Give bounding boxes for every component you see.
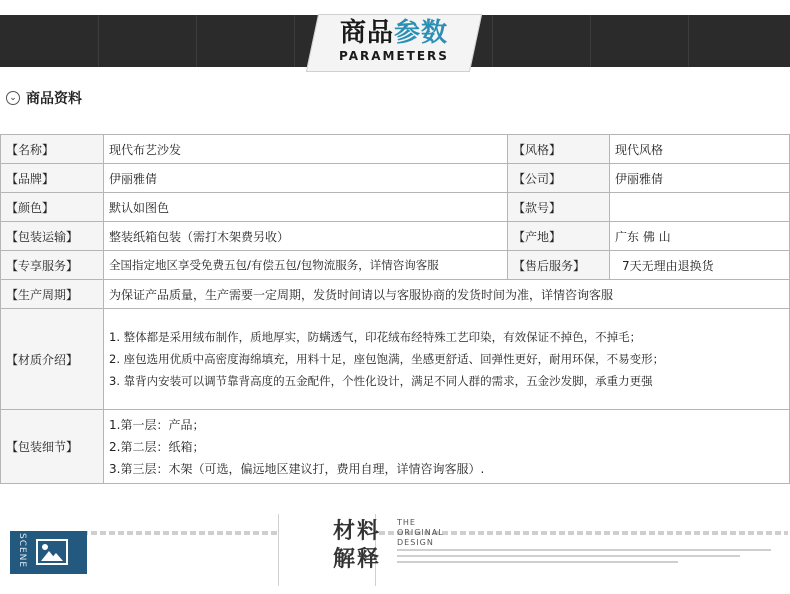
material-description: [104, 309, 790, 410]
param-key: 【颜色】: [1, 193, 104, 222]
table-row: [1, 251, 790, 280]
param-key: 【公司】: [508, 164, 610, 193]
scene-label: SCENE: [17, 533, 27, 569]
table-row: [1, 222, 790, 251]
param-key: 【品牌】: [1, 164, 104, 193]
param-key: 【包装运输】: [1, 222, 104, 251]
param-key: 【包装细节】: [1, 410, 104, 484]
param-key: 【售后服务】: [508, 251, 610, 280]
param-value: 广东 佛 山: [610, 222, 790, 251]
section-heading: [6, 86, 82, 110]
param-key: 【专享服务】: [1, 251, 104, 280]
param-value: 伊丽雅倩: [104, 164, 508, 193]
material-line: 3. 靠背内安装可以调节靠背高度的五金配件，个性化设计，满足不同人群的需求，五金沙发脚，承重力更强: [109, 374, 653, 388]
table-row: [1, 410, 790, 484]
table-row: [1, 135, 790, 164]
param-key: 【产地】: [508, 222, 610, 251]
chevron-down-circle-icon: ⌄: [6, 91, 20, 105]
param-value: 默认如图色: [104, 193, 508, 222]
param-key: 【名称】: [1, 135, 104, 164]
banner-heading: [312, 16, 476, 72]
param-value: 7天无理由退换货: [610, 251, 790, 280]
packing-details: [104, 410, 790, 484]
param-key: 【风格】: [508, 135, 610, 164]
param-key: 【生产周期】: [1, 280, 104, 309]
param-value: [610, 193, 790, 222]
banner-title: 商品参数: [339, 18, 449, 48]
original-design-label: THE ORIGINAL DESIGN: [397, 518, 444, 547]
packing-line: 2.第二层：纸箱；: [109, 439, 205, 454]
packing-line: 1.第一层：产品；: [109, 417, 205, 432]
table-row: [1, 164, 790, 193]
section-title: 商品资料: [26, 91, 82, 107]
param-value: 伊丽雅倩: [610, 164, 790, 193]
table-row: [1, 193, 790, 222]
fine-print-decoration: [397, 549, 787, 573]
param-value: 现代布艺沙发: [104, 135, 508, 164]
material-title: 材料 解释: [333, 519, 382, 572]
param-value: 整装纸箱包装（需打木架费另收）: [104, 222, 508, 251]
material-line: 2. 座包选用优质中高密度海绵填充，用料十足，座包饱满，坐感更舒适、回弹性更好，耐用环保，不易变形；: [109, 352, 665, 366]
packing-line: 3.第三层：木架（可选，偏远地区建议打，费用自理，详情咨询客服）.: [109, 461, 485, 476]
param-key: 【款号】: [508, 193, 610, 222]
banner-subtitle: PARAMETERS: [339, 49, 449, 63]
table-row: [1, 280, 790, 309]
image-icon: [36, 539, 68, 565]
param-value: 现代风格: [610, 135, 790, 164]
param-value: 为保证产品质量，生产需要一定周期，发货时间请以与客服协商的发货时间为准，详情咨询客服: [104, 280, 790, 309]
parameter-table: [0, 134, 790, 484]
param-key: 【材质介绍】: [1, 309, 104, 410]
material-line: 1. 整体都是采用绒布制作，质地厚实，防螨透气，印花绒布经特殊工艺印染，有效保证不掉色，不掉毛；: [109, 330, 642, 344]
param-value: 全国指定地区享受免费五包/有偿五包/包物流服务，详情咨询客服: [104, 251, 508, 280]
table-row: [1, 309, 790, 410]
